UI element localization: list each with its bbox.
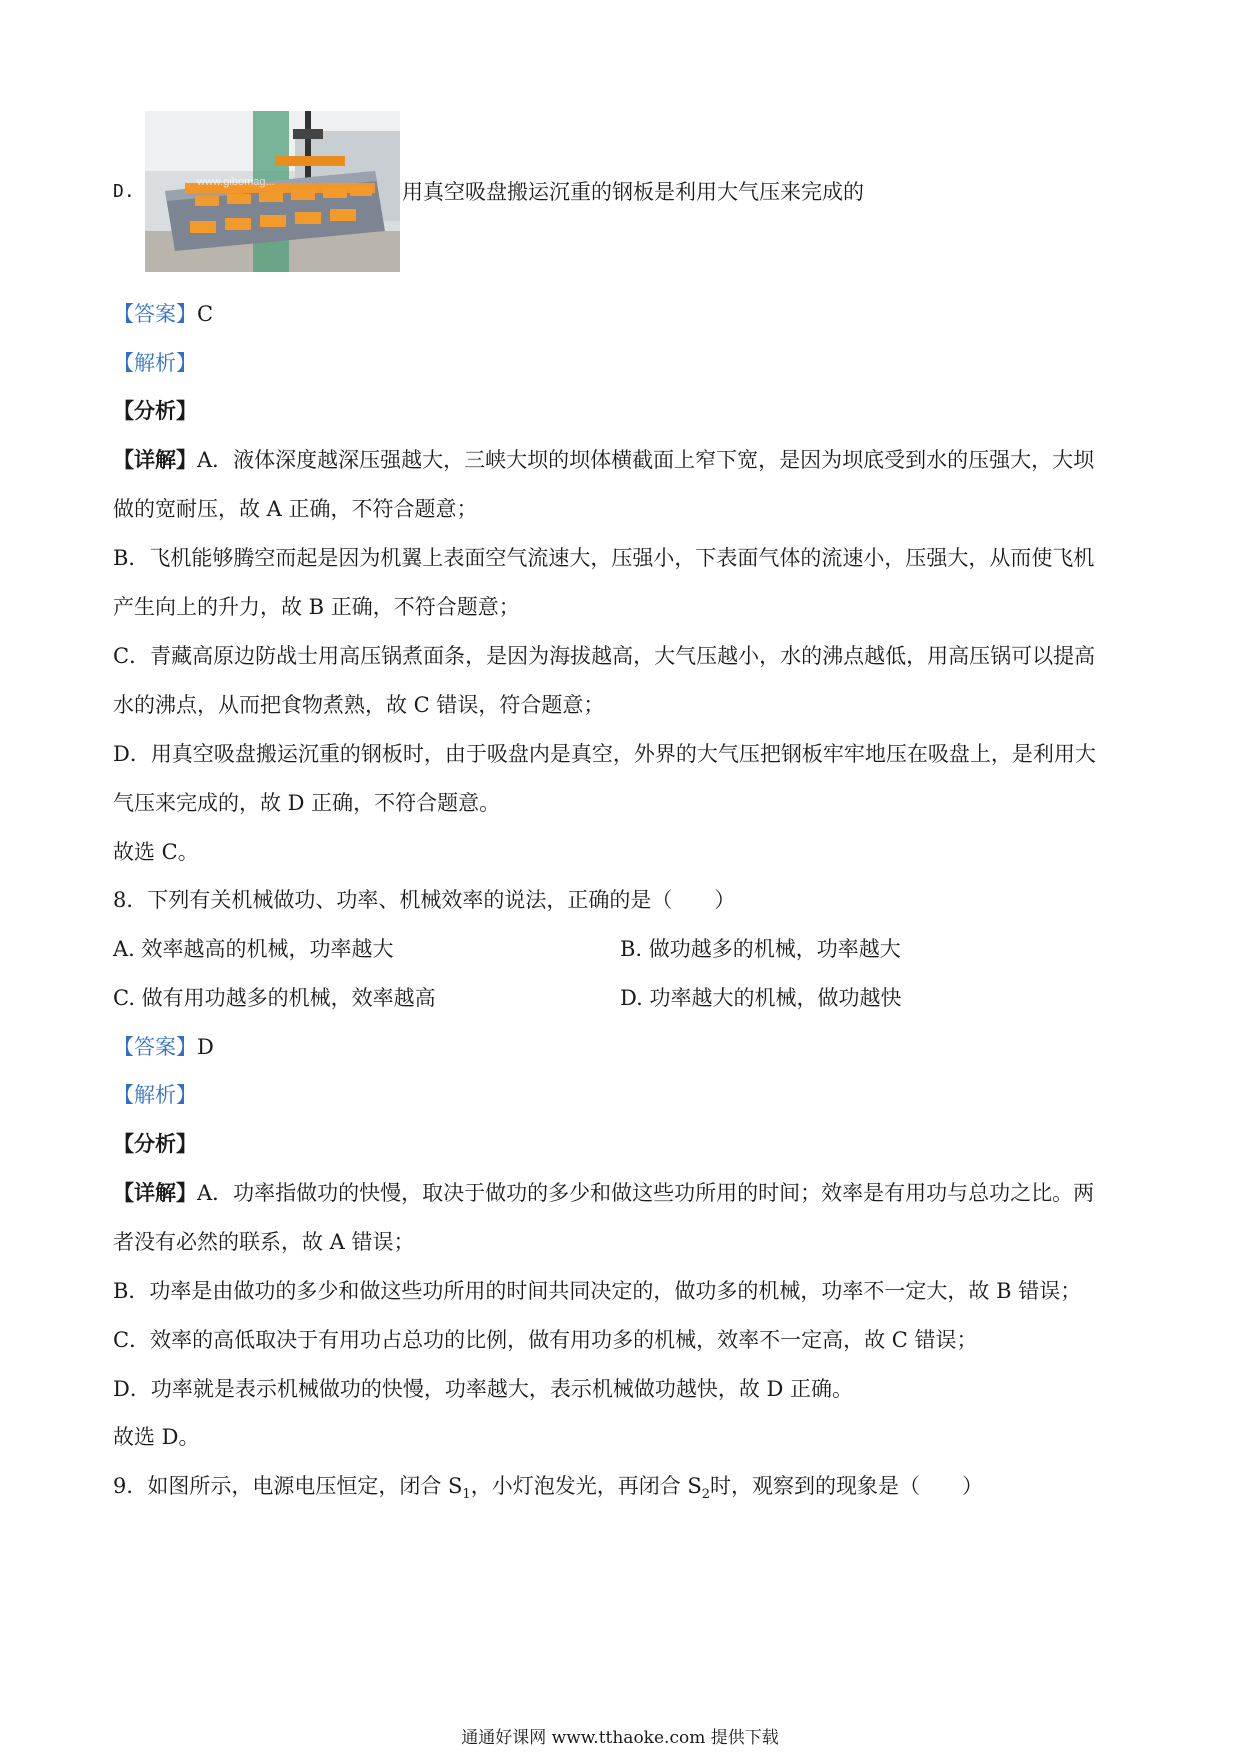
q7-conclusion: 故选 C。 bbox=[113, 840, 199, 864]
q8-option-c: C. 做有用功越多的机械，效率越高 bbox=[113, 986, 436, 1010]
q8-detail-line-1: 者没有必然的联系，故 A 错误； bbox=[113, 1230, 415, 1254]
page-footer: 通通好课网 www.tthaoke.com 提供下载 bbox=[461, 1728, 779, 1748]
q7-detail-line-1: 做的宽耐压，故 A 正确，不符合题意； bbox=[113, 497, 478, 521]
answer-tag: 【答案】 bbox=[113, 302, 197, 326]
q7-detail-line-7: 气压来完成的，故 D 正确，不符合题意。 bbox=[113, 791, 501, 815]
option-d-label: D. bbox=[113, 181, 135, 202]
q7-detail-line-3: 产生向上的升力，故 B 正确，不符合题意； bbox=[113, 595, 520, 619]
q9-stem bbox=[113, 1471, 983, 1510]
subscript-2: 2 bbox=[701, 1487, 711, 1503]
detail-text: A．功率指做功的快慢，取决于做功的多少和做这些功所用的时间；效率是有用功与总功之比。两 bbox=[197, 1181, 1095, 1205]
q8-detail-line-3: C．效率的高低取决于有用功占总功的比例，做有用功多的机械，效率不一定高，故 C 错误； bbox=[113, 1328, 978, 1352]
answer-value: D bbox=[197, 1035, 214, 1059]
q7-detail-line-6: D．用真空吸盘搬运沉重的钢板时，由于吸盘内是真空，外界的大气压把钢板牢牢地压在吸盘上，是利用大 bbox=[113, 742, 1096, 766]
answer-value: C bbox=[197, 302, 214, 326]
q7-answer-line bbox=[113, 299, 213, 329]
q8-detail-line-2: B．功率是由做功的多少和做这些功所用的时间共同决定的，做功多的机械，功率不一定大，故 B 错误； bbox=[113, 1279, 1082, 1303]
q8-option-a: A. 效率越高的机械，功率越大 bbox=[113, 937, 394, 961]
q9-stem-part: ，小灯泡发光，再闭合 S bbox=[470, 1474, 702, 1498]
q7-detail-line-2: B．飞机能够腾空而起是因为机翼上表面空气流速大，压强小，下表面气体的流速小，压强大，从而使飞机 bbox=[113, 546, 1095, 570]
q7-detail-line-5: 水的沸点，从而把食物煮熟，故 C 错误，符合题意； bbox=[113, 693, 605, 717]
option-d-text: 用真空吸盘搬运沉重的钢板是利用大气压来完成的 bbox=[402, 180, 864, 204]
detail-tag: 【详解】 bbox=[113, 447, 197, 472]
vacuum-lifter-photo bbox=[145, 111, 400, 272]
q8-answer-line bbox=[113, 1032, 214, 1062]
q7-detail-line-4: C．青藏高原边防战士用高压锅煮面条，是因为海拔越高，大气压越小，水的沸点越低，用高压锅可以提高 bbox=[113, 644, 1096, 668]
q9-stem-part: 时，观察到的现象是（ ） bbox=[710, 1474, 984, 1498]
fenxi-tag: 【分析】 bbox=[113, 398, 197, 423]
q8-option-b: B. 做功越多的机械，功率越大 bbox=[620, 937, 901, 961]
q8-detail-line-0 bbox=[113, 1178, 1094, 1208]
photo-watermark: www.gibomag... bbox=[197, 176, 275, 188]
analysis-tag: 【解析】 bbox=[113, 1083, 197, 1107]
subscript-1: 1 bbox=[462, 1487, 471, 1503]
q9-stem-part: 9．如图所示，电源电压恒定，闭合 S bbox=[113, 1474, 463, 1498]
q8-option-d: D. 功率越大的机械，做功越快 bbox=[620, 986, 902, 1010]
q8-detail-line-4: D．功率就是表示机械做功的快慢，功率越大，表示机械做功越快，故 D 正确。 bbox=[113, 1377, 854, 1401]
detail-text: A．液体深度越深压强越大，三峡大坝的坝体横截面上窄下宽，是因为坝底受到水的压强大，大坝 bbox=[197, 448, 1095, 472]
fenxi-tag: 【分析】 bbox=[113, 1131, 197, 1156]
detail-tag: 【详解】 bbox=[113, 1180, 197, 1205]
q8-stem: 8．下列有关机械做功、功率、机械效率的说法，正确的是（ ） bbox=[113, 888, 736, 912]
q8-conclusion: 故选 D。 bbox=[113, 1425, 200, 1449]
q7-detail-line-0 bbox=[113, 445, 1094, 475]
analysis-tag: 【解析】 bbox=[113, 351, 197, 375]
answer-tag: 【答案】 bbox=[113, 1035, 197, 1059]
